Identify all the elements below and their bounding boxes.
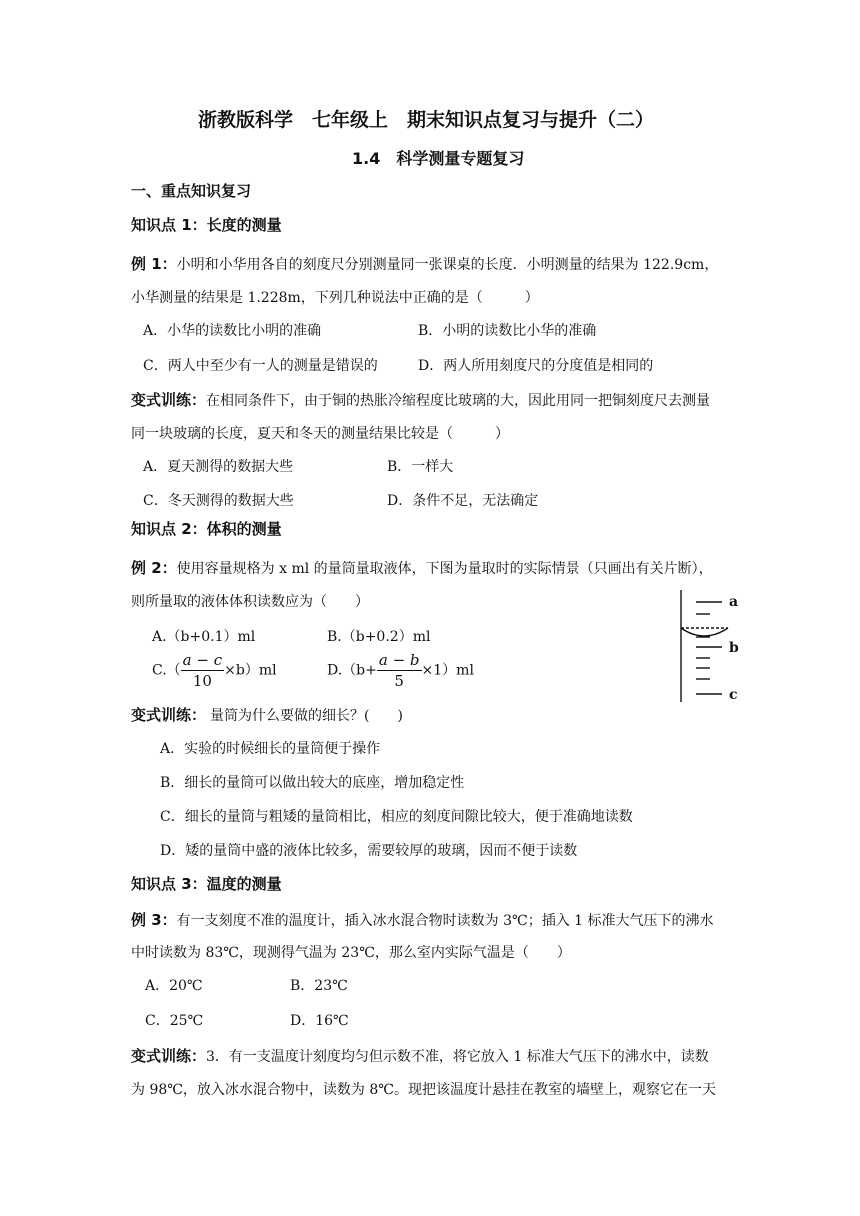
kp2-option-d	[327, 650, 474, 691]
kp2-option-d-fraction	[377, 650, 422, 691]
kp1-variant-option-b: B．一样大	[387, 459, 454, 475]
page-title: 浙教版科学 七年级上 期末知识点复习与提升（二）	[198, 109, 655, 131]
kp3-option-a: A．20℃	[145, 978, 203, 994]
kp3-variant-line2: 为 98℃，放入冰水混合物中，读数为 8℃。现把该温度计悬挂在教室的墙壁上，观察它在一天	[131, 1082, 716, 1098]
kp2-option-c-numerator: a − c	[182, 651, 223, 669]
kp2-variant-line	[131, 704, 403, 725]
kp1-variant-option-a: A．夏天测得的数据大些	[143, 459, 294, 475]
kp2-variant-text: 量筒为什么要做的细长？( )	[210, 708, 403, 724]
kp2-variant-label: 变式训练：	[131, 706, 207, 724]
kp3-variant-text: 3．有一支温度计刻度均匀但示数不准，将它放入 1 标准大气压下的沸水中，读数	[206, 1049, 709, 1065]
section-heading: 一、重点知识复习	[131, 182, 252, 200]
kp3-heading: 知识点 3：温度的测量	[131, 875, 282, 893]
kp1-option-d: D．两人所用刻度尺的分度值是相同的	[418, 358, 654, 374]
kp2-option-c-denominator: 10	[192, 672, 212, 690]
kp2-option-b: B.（b+0.2）ml	[327, 629, 431, 645]
graduated-cylinder-figure	[676, 588, 748, 706]
kp1-variant-line1	[131, 389, 710, 410]
kp1-variant-line2: 同一块玻璃的长度，夏天和冬天的测量结果比较是（ ）	[131, 426, 509, 442]
kp2-example-line1	[131, 557, 713, 578]
kp1-example-line1	[131, 253, 718, 274]
kp3-variant-line1	[131, 1045, 709, 1066]
kp2-variant-option-b: B．细长的量筒可以做出较大的底座，增加稳定性	[160, 775, 465, 791]
kp2-example-text: 使用容量规格为 x ml 的量筒量取液体，下图为量取时的实际情景（只画出有关片断），	[176, 561, 713, 577]
kp2-option-c-prefix: C.（	[152, 662, 181, 679]
kp1-example-label: 例 1：	[131, 255, 177, 273]
kp3-variant-label: 变式训练：	[131, 1047, 207, 1065]
page-subtitle: 1.4 科学测量专题复习	[352, 149, 525, 168]
kp3-example-text: 有一支刻度不准的温度计，插入冰水混合物时读数为 3℃；插入 1 标准大气压下的沸水	[176, 913, 714, 929]
liquid-meniscus	[681, 628, 728, 636]
kp1-option-c: C．两人中至少有一人的测量是错误的	[143, 358, 378, 374]
kp1-example-text: 小明和小华用各自的刻度尺分别测量同一张课桌的长度．小明测量的结果为 122.9cm，	[176, 257, 719, 273]
kp2-example-line2: 则所量取的液体体积读数应为（ ）	[131, 594, 369, 610]
kp1-variant-option-c: C．冬天测得的数据大些	[143, 493, 294, 509]
kp2-option-d-denominator: 5	[394, 672, 404, 690]
kp1-option-b: B．小明的读数比小华的准确	[418, 323, 597, 339]
kp1-example-line2: 小华测量的结果是 1.228m，下列几种说法中正确的是（ ）	[131, 290, 539, 306]
kp1-option-a: A．小华的读数比小明的准确	[143, 323, 322, 339]
kp3-example-line1	[131, 909, 714, 930]
kp2-option-a: A.（b+0.1）ml	[152, 629, 256, 645]
kp2-variant-option-a: A．实验的时候细长的量筒便于操作	[160, 741, 381, 757]
kp2-option-d-numerator: a − b	[378, 651, 420, 669]
kp2-heading: 知识点 2：体积的测量	[131, 520, 282, 538]
kp1-heading: 知识点 1：长度的测量	[131, 216, 282, 234]
kp2-option-c-suffix: ×b）ml	[224, 662, 277, 679]
kp2-option-c-fraction	[181, 650, 224, 691]
kp1-variant-text: 在相同条件下，由于铜的热胀冷缩程度比玻璃的大，因此用同一把铜刻度尺去测量	[206, 393, 711, 409]
kp2-example-label: 例 2：	[131, 559, 177, 577]
kp2-variant-option-c: C．细长的量筒与粗矮的量筒相比，相应的刻度间隙比较大，便于准确地读数	[160, 809, 633, 825]
kp2-variant-option-d: D．矮的量筒中盛的液体比较多，需要较厚的玻璃，因而不便于读数	[160, 843, 578, 859]
kp3-example-line2: 中时读数为 83℃，现测得气温为 23℃，那么室内实际气温是（ ）	[131, 945, 571, 961]
figure-label-a: a	[729, 594, 739, 610]
kp3-option-b: B．23℃	[290, 978, 348, 994]
kp1-variant-label: 变式训练：	[131, 391, 207, 409]
kp3-option-c: C．25℃	[145, 1013, 204, 1029]
kp3-option-d: D．16℃	[290, 1013, 349, 1029]
figure-label-b: b	[729, 640, 739, 656]
kp3-example-label: 例 3：	[131, 911, 177, 929]
kp2-option-d-prefix: D.（b+	[327, 662, 377, 679]
kp2-option-d-suffix: ×1）ml	[421, 662, 474, 679]
kp2-option-c	[152, 650, 277, 691]
figure-label-c: c	[729, 687, 738, 703]
kp1-variant-option-d: D．条件不足，无法确定	[387, 493, 539, 509]
